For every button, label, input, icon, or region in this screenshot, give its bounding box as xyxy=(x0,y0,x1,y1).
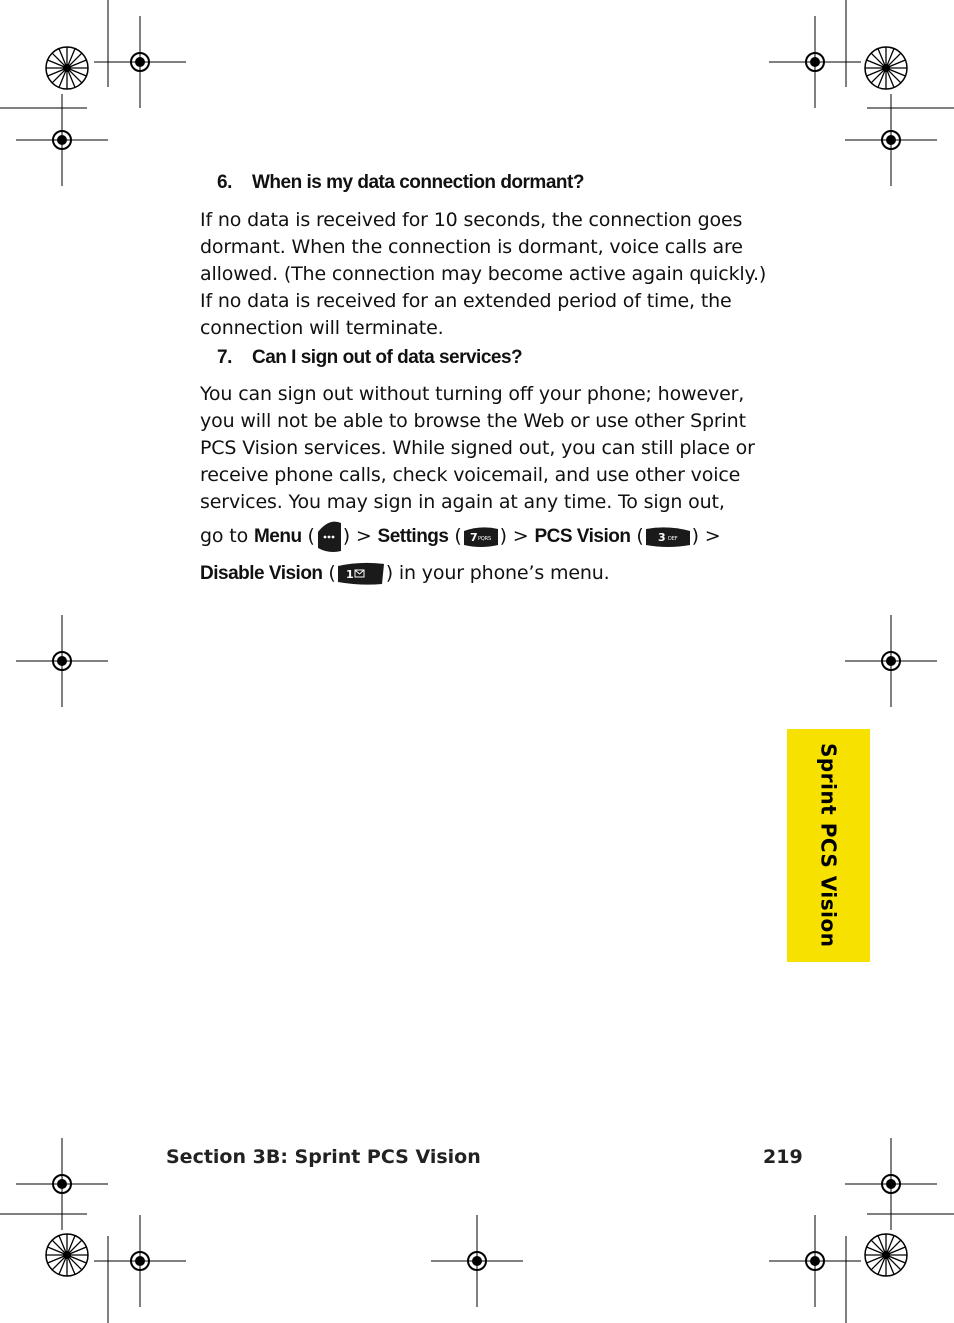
crosshair-left-bottom xyxy=(16,1138,108,1230)
key-7-icon xyxy=(462,525,500,549)
crosshair-bottom-3 xyxy=(769,1215,861,1307)
settings-label: Settings xyxy=(377,526,449,547)
star-target-top-left xyxy=(46,47,88,89)
page-content xyxy=(200,170,780,592)
question-number: 6. xyxy=(217,172,232,193)
menu-key-icon xyxy=(315,520,343,554)
pcs-vision-label: PCS Vision xyxy=(534,526,631,547)
page-number: 219 xyxy=(763,1146,803,1168)
crosshair-top-2 xyxy=(769,16,861,108)
crosshair-bottom-2 xyxy=(431,1215,523,1307)
menu-label: Menu xyxy=(253,526,302,547)
answer-7: You can sign out without turning off your phone; however, you will not be able to browse the Web or use other Sprint PCS Vision services. While signed out, you can still place or receive phone calls, check voicemail, and use other voice services. You may sign in again at any time. To sign out, xyxy=(200,383,755,513)
key-3-icon xyxy=(644,525,692,549)
star-target-top-right xyxy=(865,47,907,89)
key-1-icon xyxy=(336,562,386,586)
footer-section: Section 3B: Sprint PCS Vision xyxy=(166,1146,481,1168)
menu-path: go to Menu ( ) > Settings ( 7 PQRS ) > PCS Vision ( 3 DEF ) > Disable Vision ( 1 ) in your phone’s menu. xyxy=(200,518,780,592)
svg-text:3: 3 xyxy=(657,530,666,544)
crosshair-left-mid xyxy=(16,615,108,707)
crosshair-right-mid xyxy=(845,615,937,707)
question-text: When is my data connection dormant? xyxy=(252,172,584,193)
question-number: 7. xyxy=(217,347,232,368)
answer-6: If no data is received for 10 seconds, the connection goes dormant. When the connection is dormant, voice calls are allowed. (The connection may become active again quickly.) If no data is received for an extended period of time, the connection will terminate. xyxy=(200,209,767,339)
question-7 xyxy=(217,347,780,369)
crosshair-right-bottom xyxy=(845,1138,937,1230)
section-side-tab xyxy=(787,729,870,962)
disable-vision-label: Disable Vision xyxy=(200,563,323,584)
side-tab-label: Sprint PCS Vision xyxy=(816,743,841,948)
svg-text:DEF: DEF xyxy=(667,535,678,542)
svg-text:PQRS: PQRS xyxy=(477,535,491,542)
star-target-bottom-right xyxy=(865,1234,907,1276)
star-target-bottom-left xyxy=(46,1234,88,1276)
svg-text:7: 7 xyxy=(469,530,478,544)
question-text: Can I sign out of data services? xyxy=(252,347,523,368)
svg-text:1: 1 xyxy=(345,567,354,581)
question-6 xyxy=(217,172,780,194)
